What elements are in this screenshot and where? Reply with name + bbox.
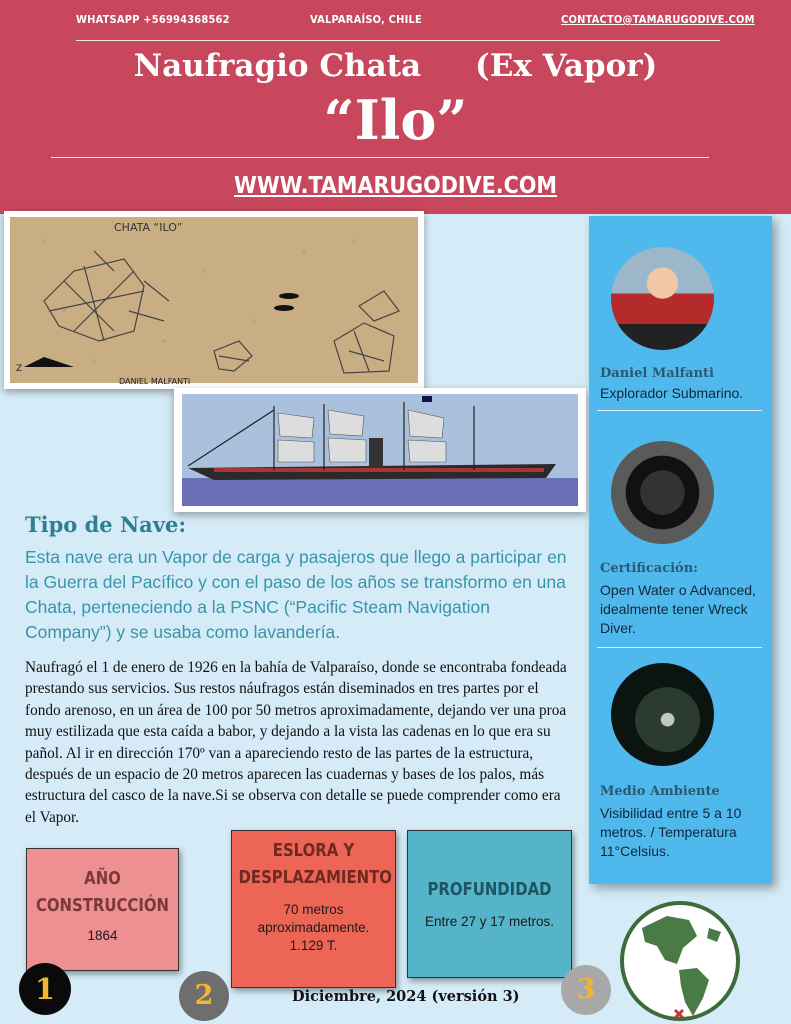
whatsapp-contact[interactable]: WHATSAPP +56994368562 (76, 13, 230, 26)
certification-heading: Certificación: (600, 561, 698, 576)
version-footer: Diciembre, 2024 (versión 3) (292, 988, 520, 1005)
certification-text: Open Water o Advanced, idealmente tener Wreck Diver. (600, 582, 756, 636)
card-value: 1864 (87, 928, 118, 943)
header-divider-top (76, 40, 720, 41)
sketch-signature: DANIEL MALFANTI (119, 377, 191, 386)
section-heading: Tipo de Nave: (25, 512, 187, 537)
contact-bar (0, 13, 791, 31)
underwater-image (611, 663, 714, 766)
wreck-sketch-image (4, 211, 424, 389)
city-label: VALPARAÍSO, CHILE (310, 13, 422, 26)
card-value: 70 metros aproximadamente. 1.129 T. (257, 902, 370, 953)
sketch-caption: CHATA “ILO” (114, 221, 183, 234)
step-badge-3: 3 (561, 965, 611, 1015)
ship-name: “Ilo” (323, 88, 468, 152)
body-paragraph: Naufragó el 1 de enero de 1926 en la bahía de Valparaíso, donde se encontraba fondeada prestando sus servicios. Sus restos náufragos están diseminados en tres partes por el fondo arenoso, en un área de 100 por 50 metros aproximadamente, dejando ver una proa muy estilizada que esta caída a babor, y dejando a la vista las cadenas en lo que era su pañol. Al ir en dirección 170º van a apareciendo resto de las partes de la estructura, después de un espacio de 20 metros aparecen las cuadernas y bases de los palos, más estructura del casco de la nave.Si se observa con detalle se puede comprender como era el Vapor. (25, 659, 567, 826)
length-displacement-card (231, 830, 396, 988)
year-built-card (26, 848, 179, 971)
website-link[interactable]: WWW.TAMARUGODIVE.COM (234, 173, 557, 199)
environment-heading: Medio Ambiente (600, 784, 720, 799)
info-sidebar (589, 216, 772, 884)
steamship-drawing-image (174, 388, 586, 512)
dive-gear-image (611, 441, 714, 544)
card-title: ESLORA Y DESPLAZAMIENTO (238, 840, 392, 888)
step-badge-2: 2 (179, 971, 229, 1021)
card-title: AÑO CONSTRUCCIÓN (35, 868, 170, 916)
card-title: PROFUNDIDAD (427, 879, 552, 900)
sketch-compass: Z (16, 364, 23, 374)
author-role: Explorador Submarino. (600, 385, 744, 401)
environment-text: Visibilidad entre 5 a 10 metros. / Temperatura 11°Celsius. (600, 805, 742, 859)
header-banner (0, 0, 791, 214)
sidebar-divider (597, 410, 762, 411)
header-divider-bottom (51, 157, 709, 158)
author-name: Daniel Malfanti (600, 366, 714, 381)
page-title: Naufragio Chata (Ex Vapor) (133, 48, 658, 84)
lead-paragraph: Esta nave era un Vapor de carga y pasajeros que llego a participar en la Guerra del Pacífico y con el paso de los años se transformo en una Chata, perteneciendo a la PSNC (“Pacific Steam Navigation Company”) y se usaba como lavandería. (25, 547, 567, 642)
diver-avatar (611, 247, 714, 350)
step-badge-1: 1 (19, 963, 71, 1015)
sidebar-divider (597, 647, 762, 648)
depth-card (407, 830, 572, 978)
earth-globe-icon (617, 898, 743, 1024)
email-link[interactable]: CONTACTO@TAMARUGODIVE.COM (561, 13, 755, 26)
card-value: Entre 27 y 17 metros. (424, 914, 555, 929)
